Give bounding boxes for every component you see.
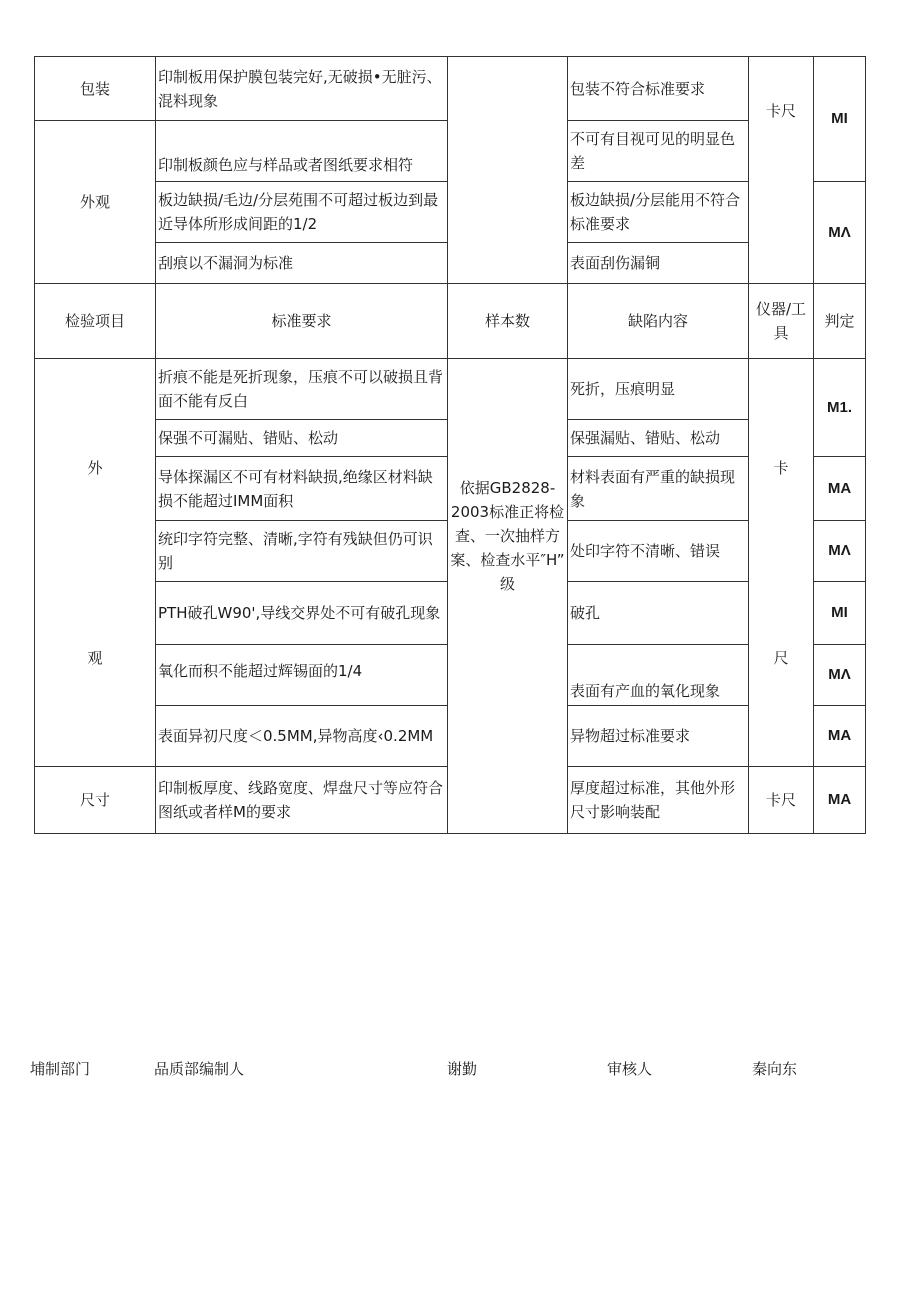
header-item: 检验项目	[35, 284, 156, 359]
defect-cell: 死折，压痕明显	[568, 359, 749, 420]
table-header-row	[35, 284, 866, 359]
item-dimension: 尺寸	[35, 767, 156, 834]
standard-cell: 保强不可漏贴、错贴、松动	[156, 420, 448, 457]
item-appearance-top: 外观	[35, 121, 156, 284]
defect-cell: 不可有目视可见的明显色差	[568, 121, 749, 182]
standard-cell: 氧化而积不能超过辉锡面的1/4	[156, 645, 448, 706]
defect-cell: 材料表面有严重的缺损现象	[568, 457, 749, 521]
sample-cell	[448, 359, 568, 834]
header-defect: 缺陷内容	[568, 284, 749, 359]
sample-text	[450, 476, 565, 596]
defect-cell: 包装不符合标准要求	[568, 57, 749, 121]
standard-cell: 板边缺损/毛边/分层苑围不可超过板边到最近导体所形成间距的1/2	[156, 182, 448, 243]
standard-cell: 表面异初尺度＜0.5MM,异物高度‹0.2MM	[156, 706, 448, 767]
sample-standard-text: 依据GB2828-2003标准正将检查、一次抽样方案、检查水平″H” 级	[450, 479, 565, 593]
standard-cell: PTH破孔W90',导线交界处不可有破孔现象	[156, 582, 448, 645]
standard-cell: 印制板颜色应与样品或者图纸要求相符	[156, 121, 448, 182]
footer-author: 谢勤	[447, 1060, 478, 1078]
grade-cell: MΛ	[814, 645, 866, 706]
footer-reviewer-label: 审核人	[607, 1060, 653, 1078]
grade-cell: MI	[814, 582, 866, 645]
item-appearance-bottom	[35, 359, 156, 767]
defect-cell: 板边缺损/分层能用不符合标准要求	[568, 182, 749, 243]
grade-cell: MA	[814, 767, 866, 834]
header-standard: 标准要求	[156, 284, 448, 359]
grade-cell: MΛ	[814, 182, 866, 284]
standard-cell: 刮痕以不漏洞为标准	[156, 243, 448, 284]
header-sample: 样本数	[448, 284, 568, 359]
tool-char: 卡	[773, 458, 789, 477]
standard-cell: 印制板厚度、线路宽度、焊盘尺寸等应符合图纸或者样M的要求	[156, 767, 448, 834]
tool-cell-top: 卡尺	[749, 57, 814, 284]
tool-cell-bottom	[749, 359, 814, 767]
grade-cell: MΛ	[814, 521, 866, 582]
header-tool: 仪器/工具	[749, 284, 814, 359]
defect-cell: 厚度超过标准，其他外形尺寸影响装配	[568, 767, 749, 834]
standard-cell: 折痕不能是死折现象，压痕不可以破损且背面不能有反白	[156, 359, 448, 420]
footer-reviewer: 秦向东	[752, 1060, 798, 1078]
tool-char: 尺	[773, 648, 789, 667]
inspection-table	[34, 56, 866, 834]
table-row	[35, 57, 866, 121]
item-char: 观	[87, 648, 103, 667]
defect-cell: 保强漏贴、错贴、松动	[568, 420, 749, 457]
footer-dept-value: 品质部编制人	[154, 1060, 245, 1078]
grade-cell: MA	[814, 706, 866, 767]
defect-cell: 处印字符不清晰、错误	[568, 521, 749, 582]
table-row	[35, 359, 866, 420]
tool-cell: 卡尺	[749, 767, 814, 834]
standard-cell: 导体探漏区不可有材料缺损,绝缘区材料缺损不能超过IMM面积	[156, 457, 448, 521]
grade-cell: MI	[814, 57, 866, 182]
standard-cell: 印制板用保护膜包装完好,无破损•无脏污、混料现象	[156, 57, 448, 121]
defect-cell: 异物超过标准要求	[568, 706, 749, 767]
standard-cell: 统印字符完整、清晰,字符有残缺但仍可识别	[156, 521, 448, 582]
item-char: 外	[87, 458, 103, 477]
grade-cell: M1.	[814, 359, 866, 457]
sample-cell-top	[448, 57, 568, 284]
defect-cell: 破孔	[568, 582, 749, 645]
footer-dept-label: 埔制部门	[30, 1060, 91, 1078]
grade-cell: MA	[814, 457, 866, 521]
defect-cell: 表面刮伤漏铜	[568, 243, 749, 284]
defect-cell: 表面有产血的氧化现象	[568, 645, 749, 706]
header-grade: 判定	[814, 284, 866, 359]
item-packaging: 包装	[35, 57, 156, 121]
